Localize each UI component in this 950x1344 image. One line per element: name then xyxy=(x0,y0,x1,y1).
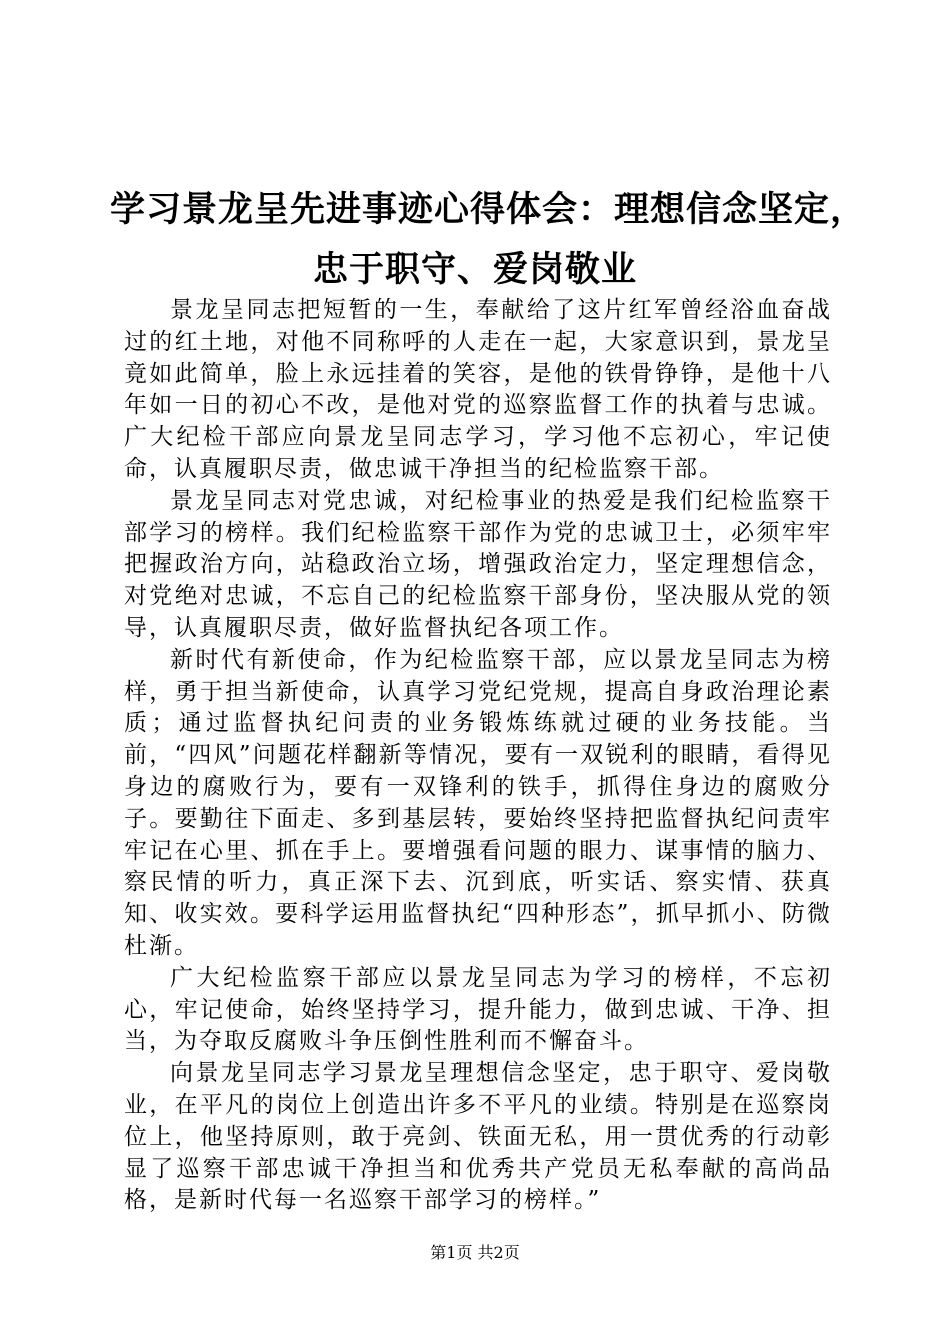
document-title-line-1: 学习景龙呈先进事迹心得体会：理想信念坚定， xyxy=(110,190,867,230)
body-paragraph-3: 新时代有新使命，作为纪检监察干部，应以景龙呈同志为榜样，勇于担当新使命，认真学习党纪党规，提高自身政治理论素质；通过监督执纪问责的业务锻炼练就过硬的业务技能。当前，“四风”问题花样翻新等情况，要有一双锐利的眼睛，看得见身边的腐败行为，要有一双锋利的铁手，抓得住身边的腐败分子。要勤往下面走、多到基层转，要始终坚持把监督执纪问责牢牢记在心里、抓在手上。要增强看问题的眼力、谋事情的脑力、察民情的听力，真正深下去、沉到底，听实话、察实情、获真知、收实效。要科学运用监督执纪“四种形态”，抓早抓小、防微杜渐。 xyxy=(124,646,832,959)
body-paragraph-2: 景龙呈同志对党忠诚，对纪检事业的热爱是我们纪检监察干部学习的榜样。我们纪检监察干部作为党的忠诚卫士，必须牢牢把握政治方向，站稳政治立场，增强政治定力，坚定理想信念，对党绝对忠诚，不忘自己的纪检监察干部身份，坚决服从党的领导，认真履职尽责，做好监督执纪各项工作。 xyxy=(124,487,832,641)
body-paragraph-4: 广大纪检监察干部应以景龙呈同志为学习的榜样，不忘初心，牢记使命，始终坚持学习，提升能力，做到忠诚、干净、担当，为夺取反腐败斗争压倒性胜利而不懈奋斗。 xyxy=(124,964,832,1055)
document-body xyxy=(124,295,832,1217)
document-title-line-2: 忠于职守、爱岗敬业 xyxy=(312,250,637,290)
page-number-footer: 第1页 共2页 xyxy=(430,1243,520,1262)
body-paragraph-5: 向景龙呈同志学习景龙呈理想信念坚定，忠于职守、爱岗敬业，在平凡的岗位上创造出许多不平凡的业绩。特别是在巡察岗位上，他坚持原则，敢于亮剑、铁面无私，用一贯优秀的行动彰显了巡察干部忠诚干净担当和优秀共产党员无私奉献的高尚品格，是新时代每一名巡察干部学习的榜样。” xyxy=(124,1060,832,1214)
body-paragraph-1: 景龙呈同志把短暂的一生，奉献给了这片红军曾经浴血奋战过的红土地，对他不同称呼的人走在一起，大家意识到，景龙呈竟如此简单，脸上永远挂着的笑容，是他的铁骨铮铮，是他十八年如一日的初心不改，是他对党的巡察监督工作的执着与忠诚。广大纪检干部应向景龙呈同志学习，学习他不忘初心，牢记使命，认真履职尽责，做忠诚干净担当的纪检监察干部。 xyxy=(124,297,832,482)
